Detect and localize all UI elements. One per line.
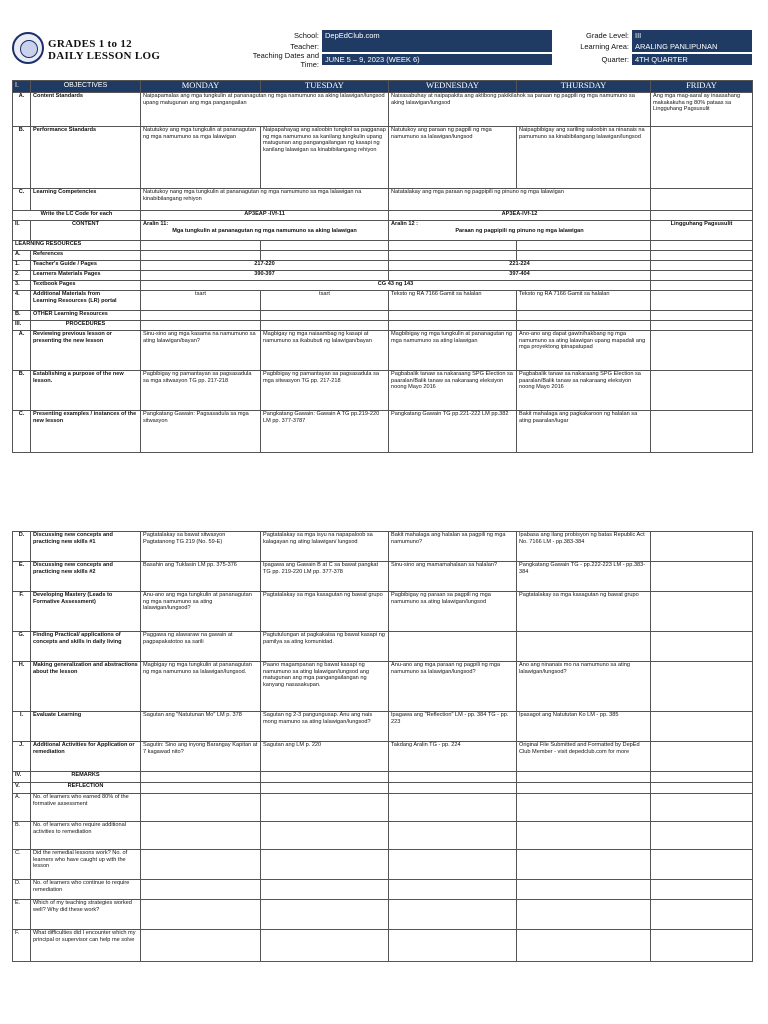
cell: [389, 311, 517, 321]
cell: [389, 221, 651, 241]
cell: [389, 822, 517, 850]
cell: [651, 662, 753, 712]
cell: 217-220: [141, 261, 389, 271]
cell: Ipabasa ang ilang probisyon ng batas Republic Act No. 7166 LM - pp.383-384: [517, 532, 651, 562]
cell: Pangkatang Gawain: Pagsasadula sa mga sitwasyon: [141, 411, 261, 453]
cell: [651, 321, 753, 331]
additional-line-1: Additional Materials from: [33, 291, 101, 297]
day-friday: FRIDAY: [651, 81, 753, 93]
cell: [141, 794, 261, 822]
cell: [389, 930, 517, 962]
cell: [517, 772, 651, 783]
cell: [651, 251, 753, 261]
cell: [517, 794, 651, 822]
cell: [141, 783, 261, 794]
row-label: Which of my teaching strategies worked well? Why did these work?: [31, 900, 141, 930]
row-label: What difficulties did I encounter which my principal or supervisor can help me solve: [31, 930, 141, 962]
row-label: Discussing new concepts and practicing new skills #2: [31, 562, 141, 592]
quarter-value: 4TH QUARTER: [632, 54, 752, 65]
cell: Ano-ano ang dapat gawin/hakbang ng mga namumuno sa ating lalawigan upang mapadali ang mga proyektong ipinapatupad: [517, 331, 651, 371]
grade-label: Grade Level:: [586, 31, 629, 40]
cell: 397-404: [389, 271, 651, 281]
cell: Bakit mahalaga ang pagkakaroon ng halalan sa ating paaralan/lugar: [517, 411, 651, 453]
row-letter: B.: [13, 822, 31, 850]
row-label: [31, 291, 141, 311]
cell: [651, 930, 753, 962]
cell: [389, 880, 517, 900]
cell: [651, 281, 753, 291]
row-letter: D.: [13, 532, 31, 562]
cell: [261, 251, 389, 261]
document-title: [48, 38, 160, 62]
cell: [651, 411, 753, 453]
cell: Sagutin: Sino ang inyong Barangay Kapitan at 7 kagawad nito?: [141, 742, 261, 772]
cell: Anu-ano ang mga tungkulin at pananagutan ng mga namumuno sa ating lalawigan/lungsod?: [141, 592, 261, 632]
row-letter: C.: [13, 850, 31, 880]
cell: Pagbabalik tanaw sa nakaraang SPG Election sa paaralan/Balik tanaw sa nakaraang eleksiyon noong Mayo 2016: [389, 371, 517, 411]
row-label: Presenting examples / instances of the new lesson: [31, 411, 141, 453]
row-label: Finding Practical/ applications of concepts and skills in daily living: [31, 632, 141, 662]
cell: 390-397: [141, 271, 389, 281]
cell: Naipapamalas ang mga tungkulin at pananagutan ng mga namumuno sa aking lalawigan/lungsod upang matugunan ang mga pangangailan: [141, 93, 389, 127]
cell: Sagutan ang LM p. 220: [261, 742, 389, 772]
row-label: Textbook Pages: [31, 281, 141, 291]
cell: [517, 783, 651, 794]
cell: 221-224: [389, 261, 651, 271]
row-label: No. of learners who earned 80% of the formative assessment: [31, 794, 141, 822]
row-label: Teacher's Guide / Pages: [31, 261, 141, 271]
cell: Sagutan ng 2-3 pangungusap. Anu ang nais mong mamuno sa ating lalawigan/lungsod?: [261, 712, 389, 742]
row-label: Discussing new concepts and practicing new skills #1: [31, 532, 141, 562]
row-label: REMARKS: [31, 772, 141, 783]
additional-line-2: Learning Resources (LR) portal: [33, 297, 117, 304]
cell: [651, 880, 753, 900]
lesson-log-table-1: [12, 80, 753, 453]
row-label: Learning Competencies: [31, 189, 141, 211]
cell: [517, 900, 651, 930]
cell: Takdang Aralin TG - pp. 224: [389, 742, 517, 772]
cell: [651, 331, 753, 371]
day-monday: MONDAY: [141, 81, 261, 93]
cell: Ipagawa ang "Reflection" LM - pp. 384 TG - pp. 223: [389, 712, 517, 742]
row-label: Making generalization and abstractions about the lesson: [31, 662, 141, 712]
row-letter: B.: [13, 127, 31, 189]
teacher-label: Teacher:: [290, 42, 319, 51]
cell: [517, 311, 651, 321]
cell: [651, 772, 753, 783]
cell: [261, 241, 389, 251]
row-letter: J.: [13, 742, 31, 772]
cell: [651, 742, 753, 772]
lesson-log-table-2: [12, 531, 753, 962]
cell: tsart: [141, 291, 261, 311]
cell: Pagbibigay ng paraan sa pagpili ng mga namumuno sa ating lalawigan/lungsod: [389, 592, 517, 632]
area-label: Learning Area:: [580, 42, 629, 51]
content-mt-1: Aralin 11:: [143, 221, 169, 227]
cell: [141, 850, 261, 880]
cell: [261, 850, 389, 880]
cell: Teksto ng RA 7166 Gamit sa halalan: [389, 291, 517, 311]
row-letter: G.: [13, 632, 31, 662]
cell: [651, 261, 753, 271]
cell: [141, 880, 261, 900]
row-label: Content Standards: [31, 93, 141, 127]
cell: AP3EAP -IVf-11: [141, 211, 389, 221]
row-label: Write the LC Code for each: [13, 211, 141, 221]
row-label: No. of learners who continue to require remediation: [31, 880, 141, 900]
cell: [517, 321, 651, 331]
cell: [261, 822, 389, 850]
cell: Lingguhang Pagsusulit: [651, 221, 753, 241]
row-letter: 2.: [13, 271, 31, 281]
cell: [651, 311, 753, 321]
row-label: OTHER Learning Resources: [31, 311, 141, 321]
row-letter: E.: [13, 562, 31, 592]
cell: Pagbibigay ng pamantayan sa pagsasadula sa mga sitwasyon TG pp. 217-218: [261, 371, 389, 411]
row-letter: V.: [13, 783, 31, 794]
cell: Bakit mahalaga ang halalan sa pagpili ng mga namumuno?: [389, 532, 517, 562]
day-wednesday: WEDNESDAY: [389, 81, 517, 93]
cell: Ipagawa ang Gawain B at C sa bawat pangkat TG pp. 219-220 LM pp. 377-378: [261, 562, 389, 592]
row-letter: D.: [13, 880, 31, 900]
row-letter: C.: [13, 411, 31, 453]
cell: Ang mga mag-aaral ay inaasahang makakakuha ng 80% pataas sa Lingguhang Pagsusulit: [651, 93, 753, 127]
cell: Pagtatalakay sa mga kasagutan ng bawat grupo: [517, 592, 651, 632]
cell: [517, 241, 651, 251]
cell: Pagtatalakay sa bawat sitwasyon Pagtatanong TG 219 (No. 59-E): [141, 532, 261, 562]
cell: [651, 562, 753, 592]
cell: [141, 772, 261, 783]
cell: Sinu-sino ang mamamahalaan sa halalan?: [389, 562, 517, 592]
row-letter: I.: [13, 712, 31, 742]
cell: [651, 900, 753, 930]
content-wt-2: Paraan ng pagpipili ng pinuno ng mga lalawigan: [455, 227, 584, 234]
cell: [517, 850, 651, 880]
row-label: Reviewing previous lesson or presenting the new lesson: [31, 331, 141, 371]
row-letter: H.: [13, 662, 31, 712]
cell: [389, 632, 517, 662]
cell: Natutukoy nang mga tungkulin at pananagutan ng mga namumuno sa mga lalawigan na kinabibilangang rehiyon: [141, 189, 389, 211]
cell: Basahin ang Tuklasin LM pp. 375-376: [141, 562, 261, 592]
cell: Ipasagot ang Natututan Ko LM - pp. 385: [517, 712, 651, 742]
row-label: LEARNING RESOURCES: [13, 241, 141, 251]
row-letter: C.: [13, 189, 31, 211]
cell: [389, 321, 517, 331]
cell: [651, 822, 753, 850]
cell: [141, 321, 261, 331]
cell: [651, 794, 753, 822]
title-line-1: GRADES 1 to 12: [48, 38, 132, 50]
grade-value: III: [632, 30, 752, 41]
dates-label-1: Teaching Dates and: [252, 51, 319, 60]
cell: [261, 880, 389, 900]
school-value: DepEdClub.com: [322, 30, 552, 41]
row-label: Evaluate Learning: [31, 712, 141, 742]
cell: [389, 850, 517, 880]
cell: Magbigay ng mga naiaambag ng kasapi at namumuno sa ikabubuti ng lalawigan/bayan: [261, 331, 389, 371]
cell: [261, 900, 389, 930]
cell: Pagbabalik tanaw sa nakaraang SPG Election sa paaralan/Balik tanaw sa nakaraang eleksiyon noong Mayo 2016: [517, 371, 651, 411]
cell: [517, 632, 651, 662]
dates-label-2: Time:: [300, 60, 319, 69]
cell: Magbigay ng mga tungkulin at pananagutan ng mga namumuno sa lalawigan/lungsod.: [141, 662, 261, 712]
cell: Sinu-sino ang mga kasama na namumuno sa ating lalawigan/bayan?: [141, 331, 261, 371]
row-letter: B.: [13, 311, 31, 321]
cell: tsart: [261, 291, 389, 311]
row-letter: III.: [13, 321, 31, 331]
quarter-label: Quarter:: [601, 55, 629, 64]
cell: [651, 712, 753, 742]
row-letter: 3.: [13, 281, 31, 291]
cell: [141, 900, 261, 930]
cell: [261, 794, 389, 822]
row-label: Establishing a purpose of the new lesson.: [31, 371, 141, 411]
cell: Pangkatang Gawain TG - pp.222-223 LM - pp.383-384: [517, 562, 651, 592]
cell: Pagbibigay ng pamantayan sa pagsasadula sa mga sitwasyon TG pp. 217-218: [141, 371, 261, 411]
row-letter: 1.: [13, 261, 31, 271]
cell: Paano magampanan ng bawat kasapi ng namumuno sa ating lalawigan/lungsod ang matugunan ang mga pangangailangan ng kanyang nasasakupan.: [261, 662, 389, 712]
cell: [651, 532, 753, 562]
cell: [389, 794, 517, 822]
row-letter: A.: [13, 93, 31, 127]
row-letter: F.: [13, 592, 31, 632]
row-label: Additional Activities for Application or remediation: [31, 742, 141, 772]
cell: Natutukoy ang mga tungkulin at pananagutan ng mga namumuno sa mga lalawigan: [141, 127, 261, 189]
dates-value: JUNE 5 – 9, 2023 (WEEK 6): [322, 54, 552, 65]
cell: [389, 783, 517, 794]
cell: Magbibigay ng mga tungkulin at pananagutan ng mga namumuno sa ating lalawigan: [389, 331, 517, 371]
cell: [261, 783, 389, 794]
row-letter: B.: [13, 371, 31, 411]
row-letter: E.: [13, 900, 31, 930]
cell: [517, 880, 651, 900]
cell: [651, 291, 753, 311]
cell: Pagtatalakay sa mga kasagutan ng bawat grupo: [261, 592, 389, 632]
cell: Pagtatalakay sa mga isyu na napapaloob sa kalagayan ng ating lalawigan/ lungsod: [261, 532, 389, 562]
title-line-2: DAILY LESSON LOG: [48, 50, 161, 62]
row-letter: II.: [13, 221, 31, 241]
row-letter: IV.: [13, 772, 31, 783]
cell: Anu-ano ang mga paraan ng pagpili ng mga namumuno sa lalawigan/lungsod?: [389, 662, 517, 712]
row-letter: A.: [13, 251, 31, 261]
cell: Ano ang ninanais mo na namumuno sa ating lalawigan/lungsod?: [517, 662, 651, 712]
row-label: Developing Mastery (Leads to Formative Assessment): [31, 592, 141, 632]
cell: [141, 930, 261, 962]
content-mt-2: Mga tungkulin at pananagutan ng mga namumuno sa aking lalawigan: [172, 227, 357, 234]
cell: [651, 271, 753, 281]
cell: Natutukoy ang paraan ng pagpili ng mga namumuno sa lalawigan/lungsod: [389, 127, 517, 189]
day-thursday: THURSDAY: [517, 81, 651, 93]
row-label: Did the remedial lessons work? No. of learners who have caught up with the lesson: [31, 850, 141, 880]
cell: [517, 822, 651, 850]
day-tuesday: TUESDAY: [261, 81, 389, 93]
cell: [651, 850, 753, 880]
cell: Teksto ng RA 7166 Gamit sa halalan: [517, 291, 651, 311]
cell: [651, 632, 753, 662]
row-label: REFLECTION: [31, 783, 141, 794]
header: [12, 30, 752, 76]
cell: Paggawa ng alawaraw na gawain at pagpapakatotoo sa sarili: [141, 632, 261, 662]
cell: [389, 241, 517, 251]
row-label: Performance Standards: [31, 127, 141, 189]
cell: [261, 772, 389, 783]
school-label: School:: [293, 31, 319, 40]
cell: [389, 251, 517, 261]
row-letter: A.: [13, 331, 31, 371]
cell: [141, 241, 261, 251]
objectives-header: OBJECTIVES: [31, 81, 141, 93]
cell: [651, 592, 753, 632]
cell: Pangkatang Gawain: Gawain A TG pp.219-220 LM pp. 377-3787: [261, 411, 389, 453]
cell: [141, 311, 261, 321]
cell: [651, 211, 753, 221]
teacher-value: [322, 41, 552, 52]
cell: [141, 822, 261, 850]
row-letter: 4.: [13, 291, 31, 311]
cell: [261, 930, 389, 962]
cell: Pagtutulungan at pagkakaisa ng bawat kasapi ng pamilya sa ating komunidad.: [261, 632, 389, 662]
cell: Naipagbibigay ang sariling saloobin sa ninanais na pamumuno sa kinabibilangang lalawigan/lungsod: [517, 127, 651, 189]
row-letter: F.: [13, 930, 31, 962]
cell: [651, 189, 753, 211]
cell: Natatalakay ang mga paraan ng pagpipili ng pinuno ng mga lalawigan: [389, 189, 651, 211]
cell: [261, 321, 389, 331]
content-wt-1: Aralin 12 :: [391, 221, 419, 227]
row-label: Learners Materials Pages: [31, 271, 141, 281]
cell: Naisasabuhay at naipapakita ang aktibong pakikilahok sa paraan ng pagpili ng mga namumuno sa aking lalawigan/lungsod: [389, 93, 651, 127]
deped-seal-icon: [12, 32, 44, 64]
cell: [651, 241, 753, 251]
cell: AP3EA-IVf-12: [389, 211, 651, 221]
cell: [517, 251, 651, 261]
cell: [651, 783, 753, 794]
cell: Sagutan ang "Natutunan Mo" LM p. 378: [141, 712, 261, 742]
row-letter: A.: [13, 794, 31, 822]
cell: CG 43 ng 143: [141, 281, 651, 291]
cell: [651, 371, 753, 411]
cell: Original File Submitted and Formatted by DepEd Club Member - visit depedclub.com for more: [517, 742, 651, 772]
row-label: PROCEDURES: [31, 321, 141, 331]
cell: [389, 900, 517, 930]
cell: [141, 221, 389, 241]
area-value: ARALING PANLIPUNAN: [632, 41, 752, 52]
objectives-num: I.: [13, 81, 31, 93]
row-label: No. of learners who require additional activities to remediation: [31, 822, 141, 850]
cell: [517, 930, 651, 962]
row-label: CONTENT: [31, 221, 141, 241]
cell: [651, 127, 753, 189]
cell: [389, 772, 517, 783]
row-label: References: [31, 251, 141, 261]
cell: [141, 251, 261, 261]
cell: [261, 311, 389, 321]
cell: Pangkatang Gawain TG pp.221-222 LM pp.382: [389, 411, 517, 453]
cell: Naipapahayag ang saloobin tungkol sa pagganap ng mga namumuno sa kanilang tungkulin upang matugunan ang pangangailangan ng kasapi ng kanilang lalawigan sa kinabibilangang rehiyon: [261, 127, 389, 189]
